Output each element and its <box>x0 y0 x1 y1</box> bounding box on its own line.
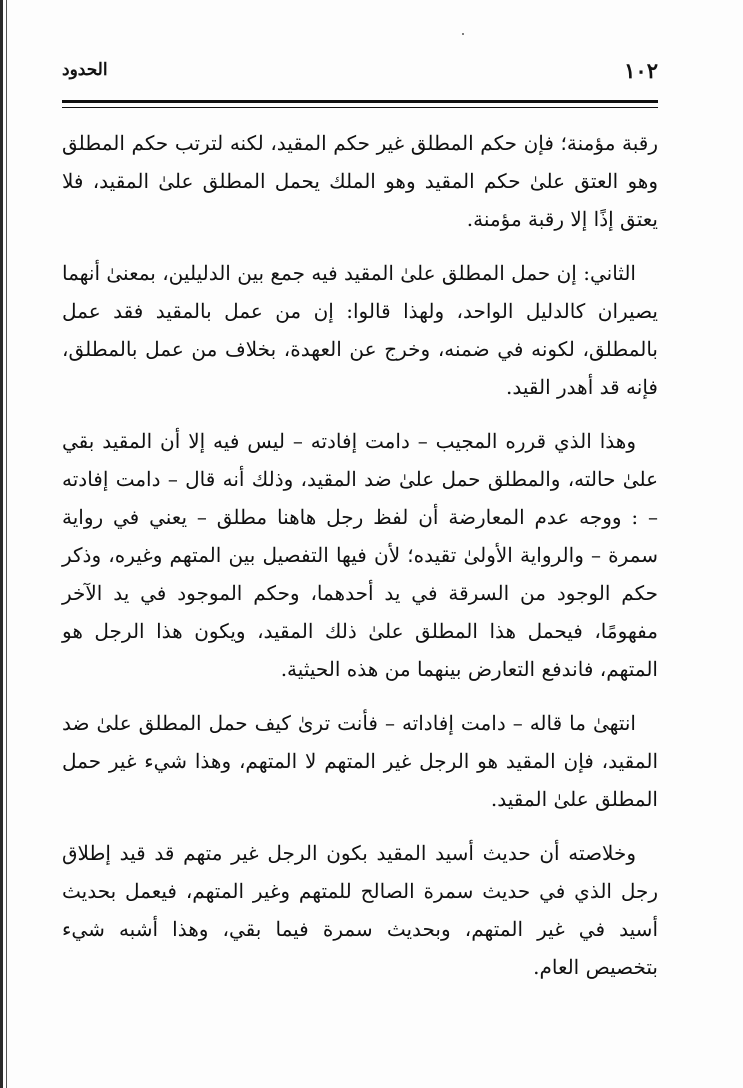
body-text <box>62 124 658 1002</box>
running-title: الحدود <box>62 60 108 80</box>
scan-speck <box>462 33 464 35</box>
page-number: ١٠٢ <box>624 58 658 83</box>
paragraph: رقبة مؤمنة؛ فإن حكم المطلق غير حكم المقيد، لكنه لترتب حكم المطلق وهو العتق علىٰ حكم المقيد وهو الملك يحمل المطلق علىٰ المقيد، فلا يعتق إذًا إلا رقبة مؤمنة. <box>62 131 658 231</box>
paragraph: انتهىٰ ما قاله – دامت إفاداته – فأنت ترىٰ كيف حمل المطلق علىٰ ضد المقيد، فإن المقيد هو الرجل غير المتهم لا المتهم، وهذا شيء غير حمل المطلق علىٰ المقيد. <box>62 711 658 811</box>
paragraph: وخلاصته أن حديث أسيد المقيد بكون الرجل غير متهم قد قيد إطلاق رجل الذي في حديث سمرة الصالح للمتهم وغير المتهم، فيعمل بحديث أسيد في غير المتهم، وبحديث سمرة فيما بقي، وهذا أشبه شيء بتخصيص العام. <box>62 841 658 979</box>
page-edge-shadow <box>0 0 3 1088</box>
header-rule-thin <box>62 107 658 108</box>
page-edge-line <box>6 0 7 1088</box>
page-header <box>62 58 658 88</box>
paragraph: الثاني: إن حمل المطلق علىٰ المقيد فيه جمع بين الدليلين، بمعنىٰ أنهما يصيران كالدليل الواحد، ولهذا قالوا: إن من عمل بالمقيد فقد عمل بالمطلق، لكونه في ضمنه، وخرج عن العهدة، بخلاف من عمل بالمطلق، فإنه قد أهدر القيد. <box>62 261 658 399</box>
header-rule-thick <box>62 100 658 103</box>
paragraph: وهذا الذي قرره المجيب – دامت إفادته – ليس فيه إلا أن المقيد بقي علىٰ حالته، والمطلق حمل علىٰ ضد المقيد، وذلك أنه قال – دامت إفادته – : ووجه عدم المعارضة أن لفظ رجل هاهنا مطلق – يعني في رواية سمرة – والرواية الأولىٰ تقيده؛ لأن فيها التفصيل بين المتهم وغيره، وذكر حكم الوجود من السرقة في يد أحدهما، وحكم الموجود في يد الآخر مفهومًا، فيحمل هذا المطلق علىٰ ذلك المقيد، ويكون هذا الرجل هو المتهم، فاندفع التعارض بينهما من هذه الحيثية. <box>62 429 658 681</box>
